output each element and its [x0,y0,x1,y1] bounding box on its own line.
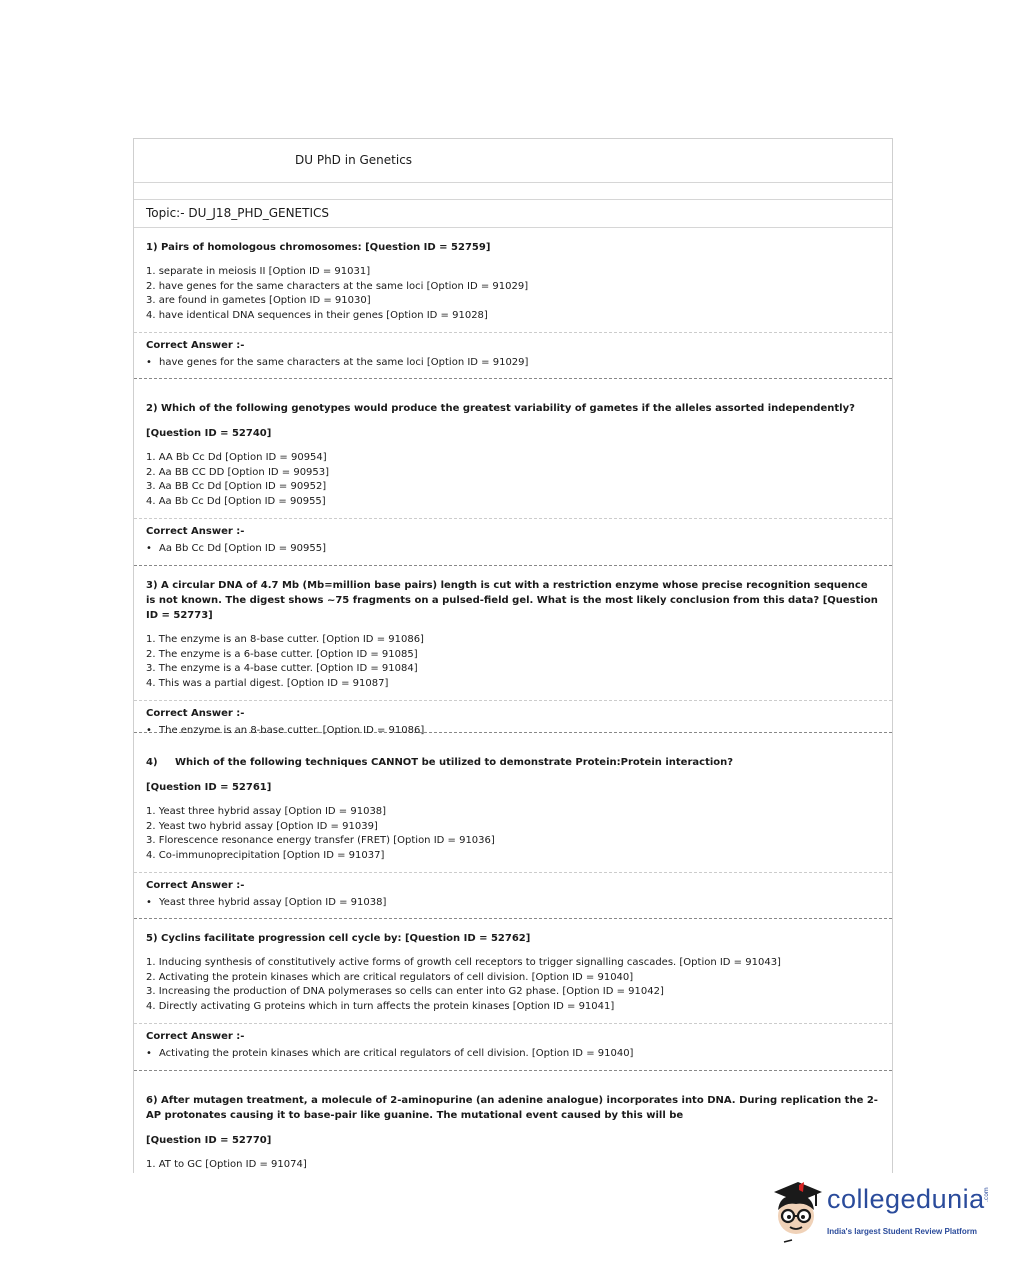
topic-row [134,200,892,228]
option: 3. Florescence resonance energy transfer (FRET) [Option ID = 91036] [146,835,495,847]
option: 4. Aa Bb Cc Dd [Option ID = 90955] [146,496,326,508]
question-number: 4) [146,757,158,768]
question-id: [Question ID = 52761] [146,782,272,793]
option: 1. AT to GC [Option ID = 91074] [146,1159,307,1170]
option: 4. Directly activating G proteins which in turn affects the protein kinases [Option ID = 91041] [146,1001,615,1013]
topic-label: Topic:- DU_J18_PHD_GENETICS [146,206,330,220]
question-text: 3) A circular DNA of 4.7 Mb (Mb=million base pairs) length is cut with a restriction enzyme whose precise recognition sequence is not known. The digest shows ~75 fragments on a pulsed-field gel. What is the most likely conclusion from this data? [Question ID = 52773] [146,580,878,621]
option: 1. separate in meiosis II [Option ID = 91031] [146,266,371,277]
option: 1. The enzyme is an 8-base cutter. [Option ID = 91086] [146,634,424,645]
option-list [146,956,880,1023]
option: 3. are found in gametes [Option ID = 91030] [146,295,371,307]
question-text: 6) After mutagen treatment, a molecule of 2-aminopurine (an adenine analogue) incorporates into DNA. During replication the 2-AP protonates causing it to base-pair like guanine. The mutational event caused by this will be [146,1095,878,1121]
logo-domain: .com [983,1187,990,1202]
logo-wordmark: collegedunia [827,1184,985,1214]
question-2 [134,379,892,566]
option-list [146,633,880,700]
exam-document [133,138,893,1173]
correct-answer-label: Correct Answer :- [146,1030,245,1042]
option: 1. Inducing synthesis of constitutively active forms of growth cell receptors to trigger signalling cascades. [Option ID = 91043] [146,957,781,968]
correct-answer: • have genes for the same characters at the same loci [Option ID = 91029] [146,353,880,378]
option-list [146,805,880,872]
option: 3. The enzyme is a 4-base cutter. [Option ID = 91084] [146,663,418,675]
correct-answer-label: Correct Answer :- [146,707,245,719]
option: 3. Aa BB Cc Dd [Option ID = 90952] [146,481,327,493]
correct-answer: • Activating the protein kinases which are critical regulators of cell division. [Option ID = 91040] [146,1044,880,1069]
spacer-row [134,183,892,200]
collegedunia-logo [766,1176,994,1248]
question-id: [Question ID = 52770] [146,1135,272,1146]
question-text [146,733,880,770]
option: 2. have genes for the same characters at the same loci [Option ID = 91029] [146,280,529,292]
option: 4. Co-immunoprecipitation [Option ID = 91037] [146,850,385,862]
question-5 [134,919,892,1071]
correct-answer: • The enzyme is an 8-base cutter. [Option ID = 91086] [146,721,880,746]
correct-answer-label: Correct Answer :- [146,339,245,351]
option: 4. This was a partial digest. [Option ID = 91087] [146,678,389,690]
question-id: [Question ID = 52740] [146,428,272,439]
option: 1. AA Bb Cc Dd [Option ID = 90954] [146,452,327,463]
option: 4. have identical DNA sequences in their genes [Option ID = 91028] [146,310,488,322]
question-4 [134,733,892,919]
option-list [146,265,880,332]
question-6 [134,1071,892,1173]
option-list [146,1158,880,1173]
question-1 [134,228,892,379]
option: 2. The enzyme is a 6-base cutter. [Option ID = 91085] [146,648,418,660]
correct-answer-label: Correct Answer :- [146,525,245,537]
question-text: 5) Cyclins facilitate progression cell cycle by: [Question ID = 52762] [146,933,531,944]
option: 2. Activating the protein kinases which are critical regulators of cell division. [Option ID = 91040] [146,971,634,983]
question-body: Which of the following techniques CANNOT be utilized to demonstrate Protein:Protein interaction? [175,757,734,768]
option: 2. Aa BB CC DD [Option ID = 90953] [146,466,330,478]
option: 1. Yeast three hybrid assay [Option ID = 91038] [146,806,387,817]
correct-answer-label: Correct Answer :- [146,879,245,891]
question-text: 1) Pairs of homologous chromosomes: [Question ID = 52759] [146,242,491,253]
mascot-icon [766,1176,826,1246]
option: 2. Yeast two hybrid assay [Option ID = 91039] [146,820,378,832]
option-list [146,451,880,518]
logo-tagline: India's largest Student Review Platform [827,1227,977,1236]
option: 3. Increasing the production of DNA polymerases so cells can enter into G2 phase. [Option ID = 91042] [146,986,664,998]
correct-answer: • Yeast three hybrid assay [Option ID = 91038] [146,893,880,918]
question-text: 2) Which of the following genotypes would produce the greatest variability of gametes if the alleles assorted independently? [146,403,855,414]
question-3 [134,566,892,736]
document-title-row [134,139,892,183]
document-title: DU PhD in Genetics [295,153,413,167]
correct-answer: • Aa Bb Cc Dd [Option ID = 90955] [146,539,880,564]
